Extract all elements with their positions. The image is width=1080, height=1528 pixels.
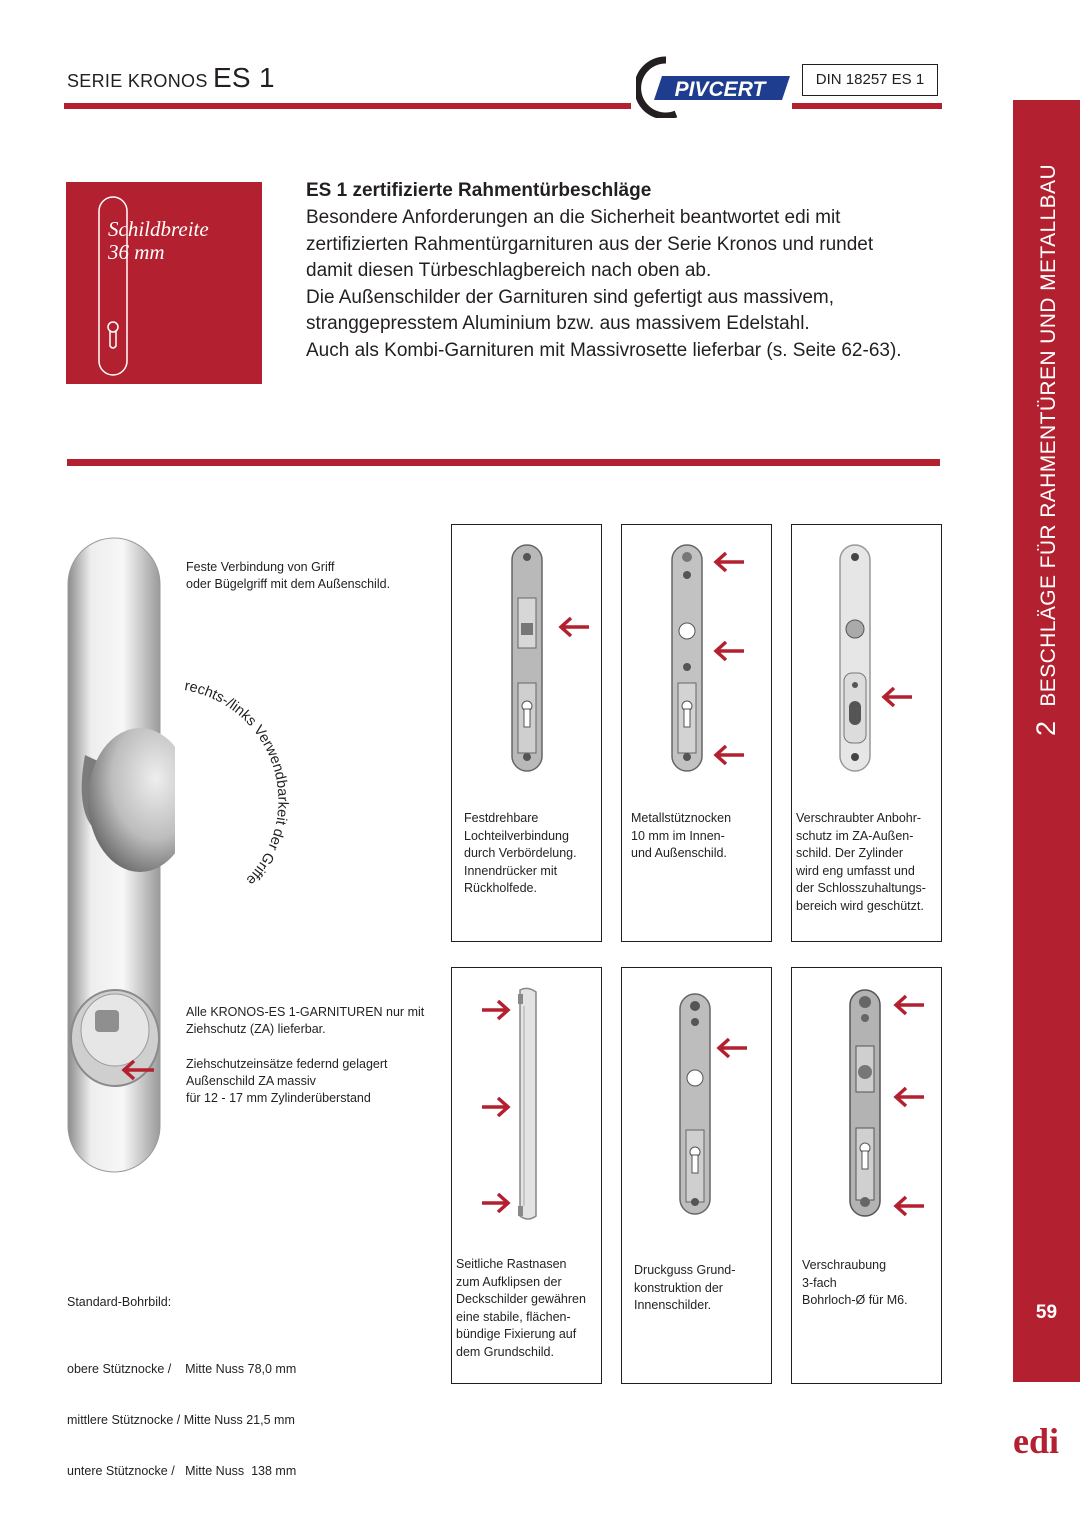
chapter-number: 2 <box>1031 720 1061 737</box>
header-rule-left <box>64 103 631 109</box>
arrow-left-icon <box>557 615 591 639</box>
intro-line: Auch als Kombi-Garnituren mit Massivrosette lieferbar (s. Seite 62-63). <box>306 339 902 361</box>
card-caption <box>634 1262 735 1315</box>
caption-line: 3-fach <box>802 1275 837 1290</box>
din-badge: DIN 18257 ES 1 <box>802 64 938 96</box>
note-line: Ziehschutz (ZA) lieferbar. <box>186 1022 326 1036</box>
shield-width-label <box>108 218 209 264</box>
shield-width-label-line2: 36 mm <box>108 240 165 264</box>
arrow-left-icon <box>712 639 746 663</box>
note-line: für 12 - 17 mm Zylinderüberstand <box>186 1091 371 1105</box>
arrow-right-icon <box>480 1095 512 1119</box>
arrow-left-icon <box>712 550 746 574</box>
arrow-left-icon <box>892 1194 926 1218</box>
chapter-title-text: BESCHLÄGE FÜR RAHMENTÜREN UND METALLBAU <box>1037 163 1060 707</box>
product-card <box>621 524 772 942</box>
cover-plate-side-image <box>514 986 542 1222</box>
drilling-row: mittlere Stütznocke / Mitte Nuss 21,5 mm <box>67 1413 295 1427</box>
za-outer-plate-image <box>838 543 872 773</box>
card-caption <box>456 1256 586 1361</box>
chapter-title <box>1029 70 1063 830</box>
arrow-right-icon <box>480 998 512 1022</box>
screw-fixing-plate-image <box>848 988 882 1218</box>
caption-line: und Außenschild. <box>631 846 727 860</box>
page-number: 59 <box>1035 1302 1058 1323</box>
die-cast-base-image <box>678 992 712 1216</box>
edi-logo: edi <box>1013 1421 1060 1461</box>
caption-line: der Schlosszuhaltungs- <box>796 881 926 895</box>
note-line: oder Bügelgriff mit dem Außenschild. <box>186 577 391 591</box>
caption-line: Seitliche Rastnasen <box>456 1257 567 1271</box>
caption-line: schutz im ZA-Außen- <box>796 828 914 843</box>
card-caption <box>796 810 926 915</box>
shield-width-box <box>66 182 262 384</box>
caption-line: eine stabile, flächen- <box>456 1309 571 1324</box>
product-card <box>791 967 942 1384</box>
intro-line: zertifizierten Rahmentürgarnituren aus der Serie Kronos und rundet <box>306 233 874 255</box>
pivcert-logo <box>636 56 794 118</box>
series-suffix: ES 1 <box>212 62 275 93</box>
caption-line: konstruktion der <box>634 1280 723 1295</box>
insert-note <box>186 1056 388 1107</box>
fixed-connection-note <box>186 559 390 593</box>
caption-line: bereich wird geschützt. <box>796 898 924 913</box>
caption-line: Festdrehbare <box>464 811 539 825</box>
arrow-left-icon <box>880 685 914 709</box>
product-card <box>451 967 602 1384</box>
intro-line: damit diesen Türbeschlagbereich nach oben ab. <box>306 260 712 281</box>
caption-line: Verschraubter Anbohr- <box>796 811 922 825</box>
caption-line: Innendrücker mit <box>464 863 558 878</box>
drilling-row: untere Stütznocke / Mitte Nuss 138 mm <box>67 1464 297 1478</box>
section-heading: ES 1 zertifizierte Rahmentürbeschläge <box>306 180 652 201</box>
note-line: Außenschild ZA massiv <box>186 1074 316 1088</box>
caption-line: durch Verbördelung. <box>464 846 577 860</box>
header-rule-right <box>792 103 942 109</box>
caption-line: zum Aufklipsen der <box>456 1274 562 1289</box>
intro-paragraph <box>306 205 946 364</box>
drilling-table <box>67 1327 296 1497</box>
caption-line: Lochteilverbindung <box>464 828 569 843</box>
caption-line: 10 mm im Innen- <box>631 828 725 843</box>
caption-line: schild. Der Zylinder <box>796 846 903 860</box>
inner-plate-image <box>510 543 544 773</box>
arrow-right-icon <box>480 1191 512 1215</box>
product-card <box>791 524 942 942</box>
drilling-row: obere Stütznocke / Mitte Nuss 78,0 mm <box>67 1362 297 1376</box>
metal-support-plate-image <box>670 543 704 773</box>
pivcert-logo-text: PIVCERT <box>674 78 766 101</box>
note-line: Feste Verbindung von Griff <box>186 560 335 574</box>
arrow-left-icon <box>712 743 746 767</box>
intro-line: Die Außenschilder der Garnituren sind gefertigt aus massivem, <box>306 286 835 308</box>
card-caption <box>464 810 577 898</box>
caption-line: wird eng umfasst und <box>796 863 915 878</box>
intro-line: Besondere Anforderungen an die Sicherheit beantwortet edi mit <box>306 207 841 228</box>
arrow-left-icon <box>892 993 926 1017</box>
arrow-left-icon <box>120 1058 156 1082</box>
curved-usage-label <box>170 670 340 910</box>
card-caption <box>631 810 731 863</box>
caption-line: Bohrloch-Ø für M6. <box>802 1293 908 1307</box>
note-line: Ziehschutzeinsätze federnd gelagert <box>186 1057 388 1071</box>
curved-usage-text: rechts-/links Verwendbarkeit der Griffe <box>183 678 291 888</box>
arrow-left-icon <box>715 1036 749 1060</box>
drilling-title: Standard-Bohrbild: <box>67 1295 172 1309</box>
note-line: Alle KRONOS-ES 1-GARNITUREN nur mit <box>186 1005 425 1019</box>
caption-line: Innenschilder. <box>634 1298 712 1312</box>
caption-line: Deckschilder gewähren <box>456 1292 586 1306</box>
section-divider <box>67 459 940 466</box>
caption-line: bündige Fixierung auf <box>456 1327 577 1341</box>
za-note <box>186 1004 424 1038</box>
product-card <box>621 967 772 1384</box>
caption-line: Rückholfede. <box>464 881 537 895</box>
caption-line: dem Grundschild. <box>456 1344 554 1359</box>
caption-line: Verschraubung <box>802 1258 887 1272</box>
card-caption <box>802 1257 908 1310</box>
product-card <box>451 524 602 942</box>
series-title <box>67 62 275 94</box>
intro-line: stranggepresstem Aluminium bzw. aus massivem Edelstahl. <box>306 313 810 334</box>
series-prefix: SERIE KRONOS <box>67 71 208 91</box>
door-handle-image <box>55 530 175 1180</box>
caption-line: Druckguss Grund- <box>634 1263 736 1277</box>
caption-line: Metallstütznocken <box>631 811 732 825</box>
shield-width-label-line1: Schildbreite <box>108 217 209 241</box>
arrow-left-icon <box>892 1085 926 1109</box>
svg-text:rechts-/links Verwendbarkeit d <box>183 678 290 888</box>
